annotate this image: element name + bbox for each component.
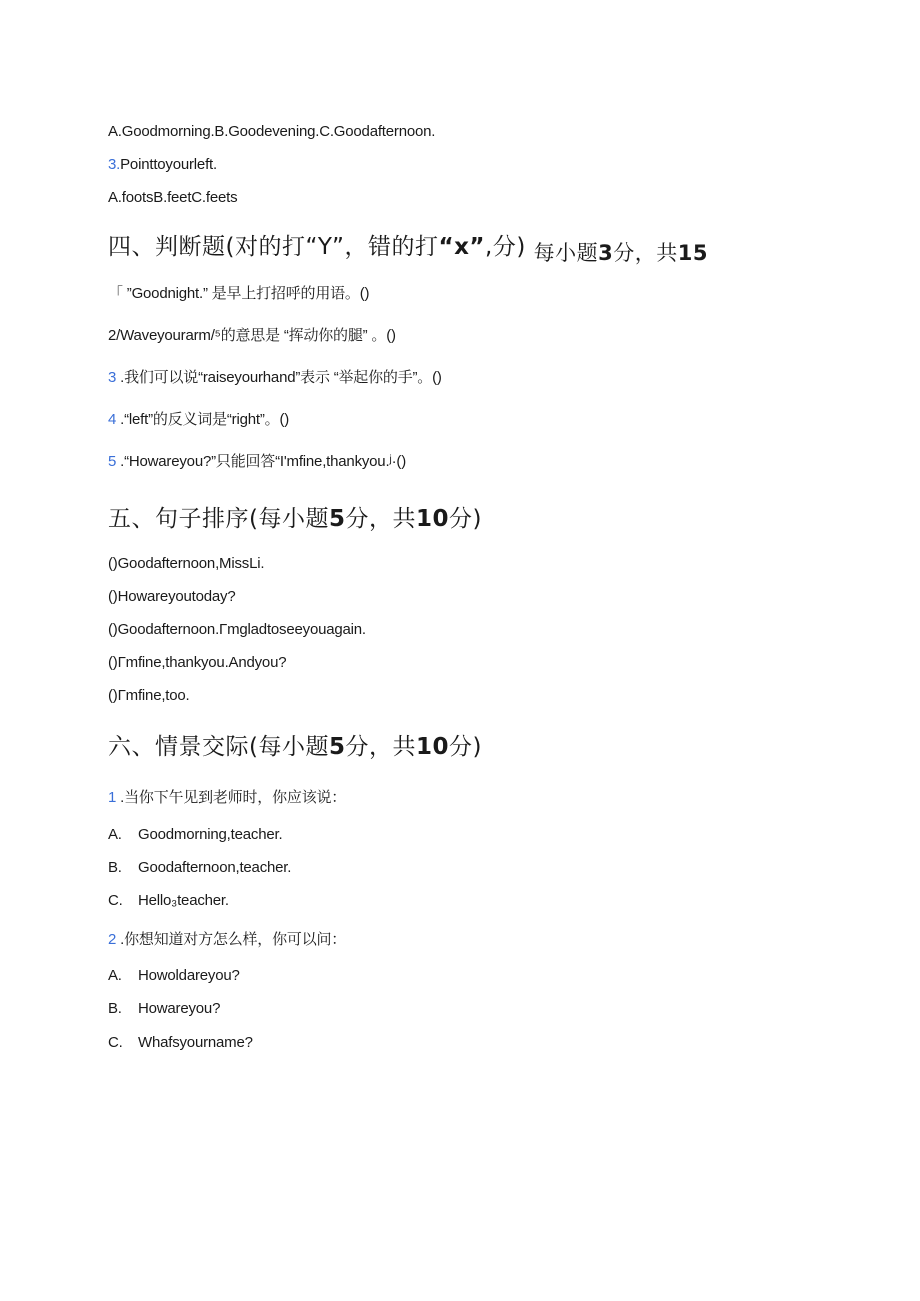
option-letter: A. — [108, 826, 122, 843]
option-text: Hello₃teacher. — [138, 892, 229, 909]
section-4-heading-main: 四、判断题(对的打“Y”，错的打 — [108, 234, 439, 260]
scene-q2-option-b — [108, 999, 220, 1019]
order-item-5: ()Γmfine,too. — [108, 687, 190, 704]
option-text: Howoldareyou? — [138, 967, 240, 984]
question-3-text: Pointtoyourleft. — [120, 156, 217, 173]
option-letter: B. — [108, 1000, 122, 1017]
judge-item-4-text: .“left”的反义词是“right”。() — [116, 411, 290, 428]
section-5-heading-e: 分) — [449, 506, 482, 532]
section-4-tail-c: 分，共 — [613, 241, 678, 265]
option-letter: C. — [108, 892, 123, 909]
scene-question-2-text: .你想知道对方怎么样，你可以问： — [116, 931, 347, 948]
scene-q1-option-c — [108, 891, 229, 911]
q3-options: A.footsB.feetC.feets — [108, 189, 238, 206]
section-6-heading-b: 5 — [328, 734, 346, 760]
scene-q2-option-a — [108, 966, 240, 986]
question-3 — [108, 155, 217, 175]
scene-q2-option-c — [108, 1033, 253, 1053]
section-6-heading-d: 10 — [416, 734, 450, 760]
option-text: Howareyou? — [138, 1000, 221, 1017]
section-4-heading-comma: ,分) — [485, 234, 526, 260]
judge-item-5-number: 5 — [108, 453, 117, 470]
section-4-heading-x: “x” — [438, 234, 486, 260]
scene-question-1-text: .当你下午见到老师时，你应该说： — [116, 789, 347, 806]
scene-question-1-number: 1 — [108, 789, 117, 806]
judge-item-5-text: .“Howareyou?”只能回答“I'mfine,thankyou.ʲ·() — [116, 453, 406, 470]
option-text: Whafsyourname? — [138, 1034, 253, 1051]
section-6-heading-a: 六、情景交际(每小题 — [108, 734, 329, 760]
scene-q1-option-b — [108, 858, 291, 878]
section-5-heading-c: 分，共 — [345, 506, 416, 532]
section-5-heading-b: 5 — [328, 506, 346, 532]
scene-question-1 — [108, 788, 346, 808]
order-item-3: ()Goodafternoon.Γmgladtoseeyouagain. — [108, 621, 366, 638]
option-letter: A. — [108, 967, 122, 984]
judge-item-3 — [108, 368, 442, 388]
section-4-tail-a: 每小题 — [533, 241, 599, 265]
order-item-1: ()Goodafternoon,MissLi. — [108, 555, 265, 572]
judge-item-4 — [108, 410, 289, 430]
q2-options: A.Goodmorning.B.Goodevening.C.Goodafternoon. — [108, 123, 436, 140]
order-item-4: ()Γmfine,thankyou.Andyou? — [108, 654, 287, 671]
option-letter: B. — [108, 859, 122, 876]
judge-item-2: 2/Waveyourarm/⁵的意思是 “挥动你的腿” 。() — [108, 327, 396, 344]
section-6-heading-e: 分) — [449, 734, 482, 760]
option-text: Goodafternoon,teacher. — [138, 859, 292, 876]
scene-q1-option-a — [108, 825, 282, 845]
scene-question-2-number: 2 — [108, 931, 117, 948]
option-letter: C. — [108, 1034, 123, 1051]
section-4-tail-d: 15 — [677, 241, 708, 265]
section-4-tail-b: 3 — [598, 241, 614, 265]
judge-item-5 — [108, 452, 406, 472]
option-text: Goodmorning,teacher. — [138, 826, 283, 843]
section-6-heading — [108, 732, 482, 762]
judge-item-3-text: .我们可以说“raiseyourhand”表示 “举起你的手”。() — [116, 369, 442, 386]
question-3-number: 3. — [108, 156, 121, 173]
section-5-heading-d: 10 — [416, 506, 450, 532]
section-4-heading-tail — [534, 241, 708, 265]
judge-item-3-number: 3 — [108, 369, 117, 386]
judge-item-1: 「 ”Goodnight.” 是早上打招呼的用语。() — [108, 285, 370, 302]
section-5-heading-a: 五、句子排序(每小题 — [108, 506, 329, 532]
section-6-heading-c: 分，共 — [345, 734, 416, 760]
scene-question-2 — [108, 930, 346, 950]
section-4-heading — [108, 232, 708, 265]
section-5-heading — [108, 504, 482, 534]
order-item-2: ()Howareyoutoday? — [108, 588, 236, 605]
judge-item-4-number: 4 — [108, 411, 117, 428]
